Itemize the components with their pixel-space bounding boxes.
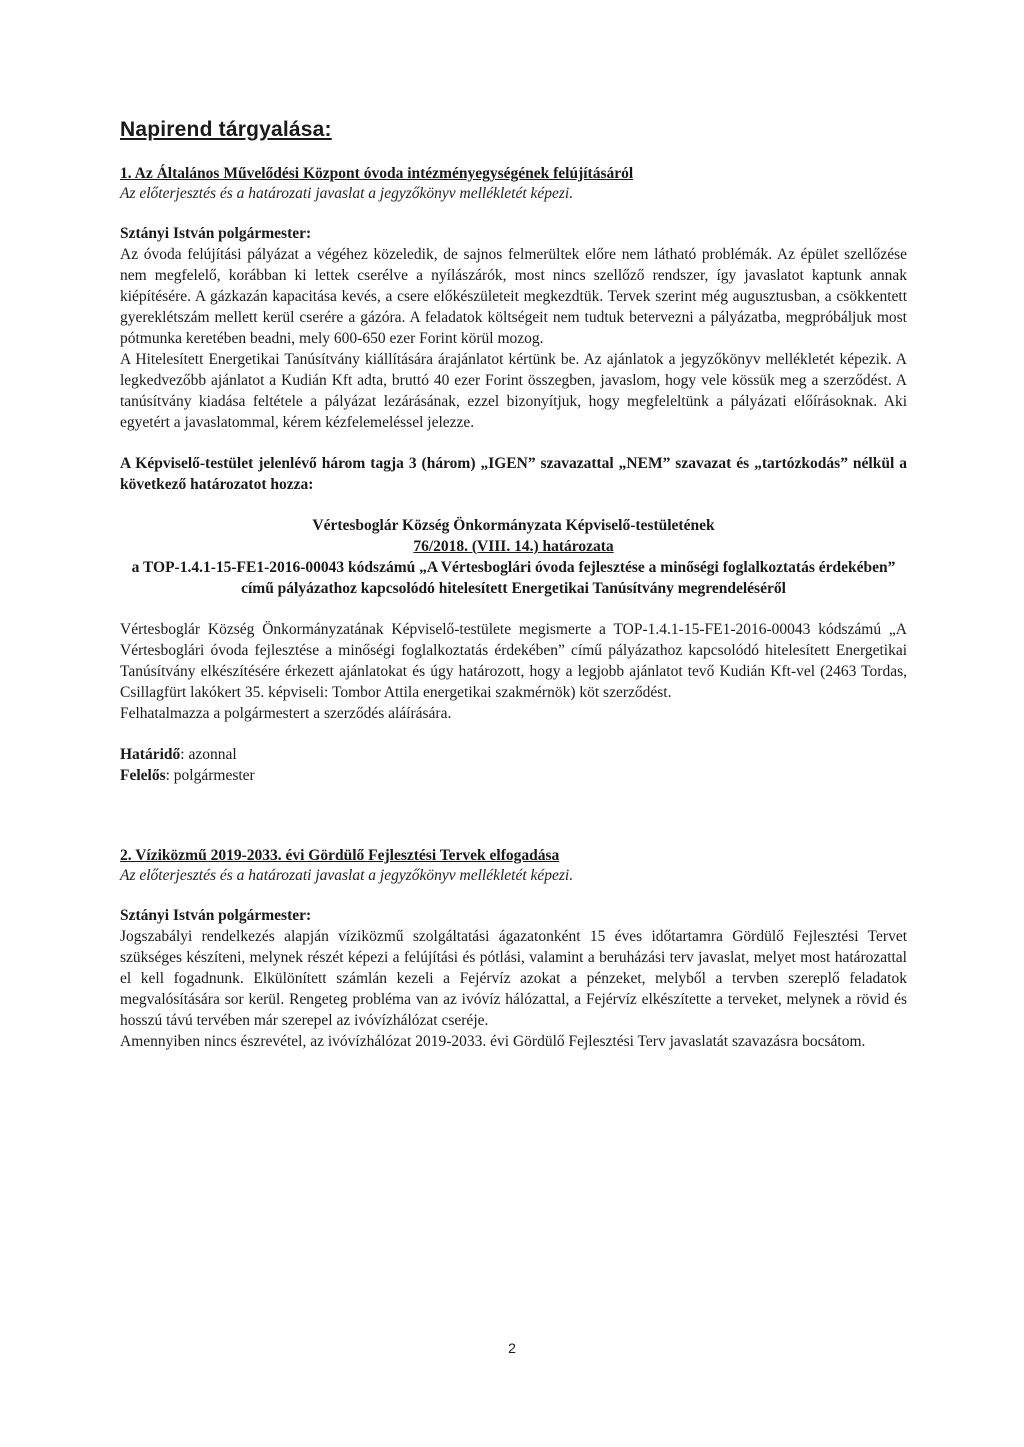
resolution-authorization: Felhatalmazza a polgármestert a szerződés aláírására.: [120, 705, 452, 722]
agenda-item-2-title: 2. Víziközmű 2019-2033. évi Gördülő Fejlesztési Tervek elfogadása: [120, 847, 560, 864]
agenda-item-2-note: Az előterjesztés és a határozati javaslat a jegyzőkönyv mellékletét képezi.: [120, 867, 574, 884]
deadline-line: [120, 744, 907, 765]
agenda-item-2-paragraph: Amennyiben nincs észrevétel, az ivóvízhálózat 2019-2033. évi Gördülő Fejlesztési Terv javaslatát szavazásra bocsátom.: [120, 1033, 866, 1050]
agenda-item-1-title: 1. Az Általános Művelődési Központ óvoda intézményegységének felújításáról: [120, 165, 634, 182]
agenda-heading: Napirend tárgyalása:: [120, 118, 332, 141]
agenda-item-2-speaker: Sztányi István polgármester:: [120, 907, 312, 924]
vote-statement: A Képviselő-testület jelenlévő három tagja 3 (három) „IGEN” szavazattal „NEM” szavazat és „tartózkodás” nélkül a következő határozatot hozza:: [120, 455, 907, 493]
agenda-item-2-paragraph: Jogszabályi rendelkezés alapján víziközmű szolgáltatási ágazatonként 15 éves időtartamra Gördülő Fejlesztési Tervet szükséges készíteni, melynek részét képezi a felújítási és pótlási, valamint a beruházási terv javaslat, melyet most határozattal el kell fogadnunk. Elkülönített számlán kezeli a Fejérvíz azokat a pénzeket, melyből a tervben szereplő feladatok megvalósítására sor kerül. Rengeteg probléma van az ivóvíz hálózattal, a Fejérvíz elkészítette a terveket, melynek a rövid és hosszú távú tervében már szerepel az ivóvízhálózat cseréje.: [120, 928, 907, 1029]
resolution-header: [120, 515, 907, 599]
resolution-subject: a TOP-1.4.1-15-FE1-2016-00043 kódszámú „A Vértesboglári óvoda fejlesztése a minőségi foglalkoztatás érdekében” című pályázathoz kapcsolódó hitelesített Energetikai Tanúsítvány megrendeléséről: [131, 559, 896, 597]
document-content: [120, 118, 907, 1052]
responsible-line: [120, 765, 907, 786]
agenda-item-1: [120, 164, 907, 786]
agenda-item-1-speaker: Sztányi István polgármester:: [120, 225, 312, 242]
resolution-body-name: Vértesboglár Község Önkormányzata Képviselő-testületének: [312, 517, 715, 534]
responsible-label: Felelős: [120, 767, 166, 784]
resolution-text: Vértesboglár Község Önkormányzatának Képviselő-testülete megismerte a TOP-1.4.1-15-FE1-2016-00043 kódszámú „A Vértesboglári óvoda fejlesztése a minőségi foglalkoztatás érdekében” című pályázathoz kapcsolódó hitelesített Energetikai Tanúsítvány elkészítésére érkezett ajánlatokat és úgy határozott, hogy a legjobb ajánlatot tevő Kudián Kft-vel (2463 Tordas, Csillagfürt lakókert 35. képviseli: Tombor Attila energetikai szakmérnök) köt szerződést.: [120, 621, 907, 701]
page-number: 2: [508, 1340, 516, 1356]
agenda-item-1-paragraph: Az óvoda felújítási pályázat a végéhez közeledik, de sajnos felmerültek előre nem látható problémák. Az épület szellőzése nem megfelelő, korábban ki lettek cserélve a nyílászárók, most nincs szellőző rendszer, így javaslatot kaptunk annak kiépítésére. A gázkazán kapacitása kevés, a csere előkészületeit megkezdtük. Tervek szerint még augusztusban, a csökkentett gyereklétszám mellett kerül cserére a gázóra. A feladatok költségeit nem tudtuk betervezni a pályázatba, megpróbáljuk most pótmunka keretében beadni, mely 600-650 ezer Forint körül mozog.: [120, 246, 907, 347]
agenda-item-2: [120, 846, 907, 1052]
resolution-number: 76/2018. (VIII. 14.) határozata: [413, 538, 614, 555]
responsible-value: : polgármester: [165, 767, 255, 784]
agenda-item-1-paragraph: A Hitelesített Energetikai Tanúsítvány kiállítására árajánlatot kértünk be. Az ajánlatok a jegyzőkönyv mellékletét képezik. A legkedvezőbb ajánlatot a Kudián Kft adta, bruttó 40 ezer Forint összegben, javaslom, hogy vele kössük meg a szerződést. A tanúsítvány kiadása feltétele a pályázat lezárásának, ezzel bizonyítjuk, hogy megfeleltünk a pályázati előírásoknak. Aki egyetért a javaslatommal, kérem kézfelemeléssel jelezze.: [120, 351, 907, 431]
deadline-value: : azonnal: [180, 746, 237, 763]
agenda-item-1-note: Az előterjesztés és a határozati javaslat a jegyzőkönyv mellékletét képezi.: [120, 185, 574, 202]
deadline-label: Határidő: [120, 746, 181, 763]
